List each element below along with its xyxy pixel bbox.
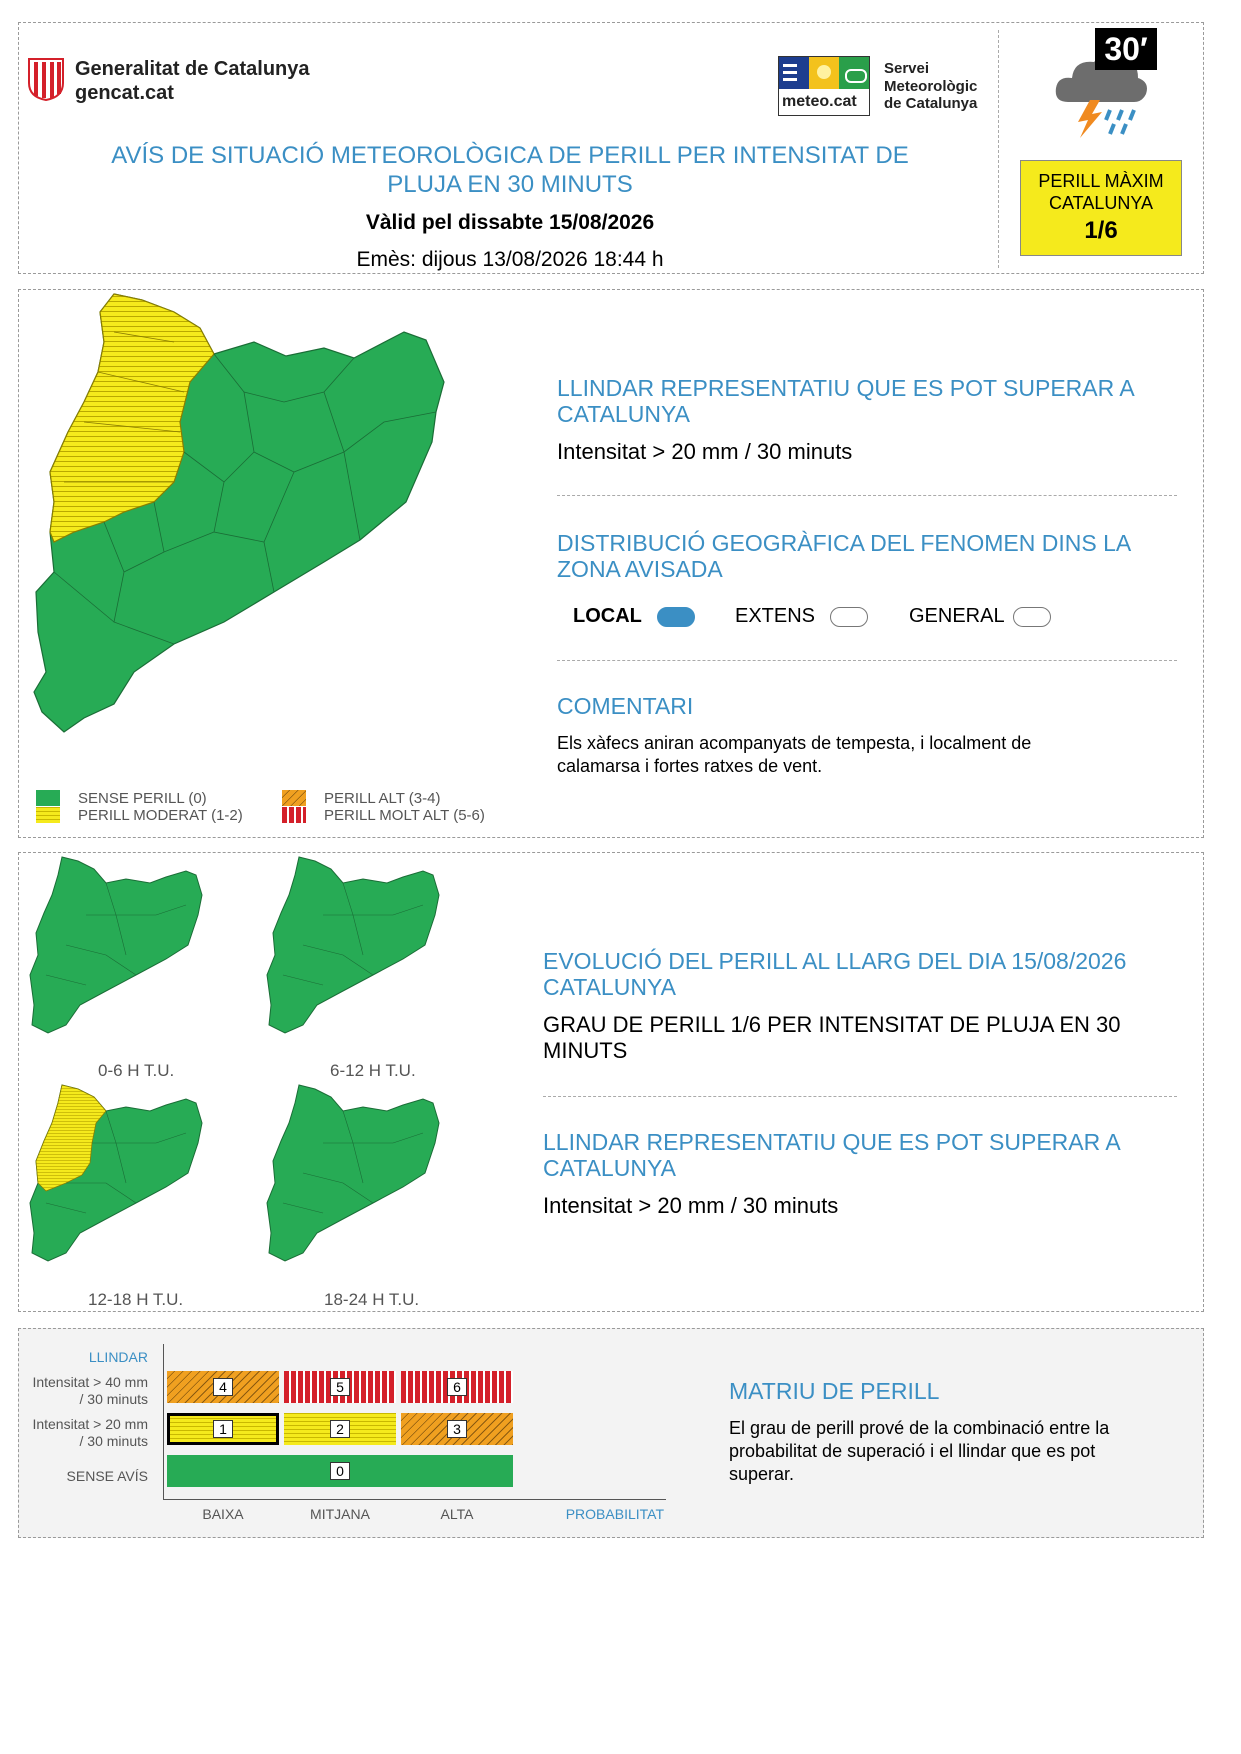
matrix-title: MATRIU DE PERILL — [729, 1378, 940, 1404]
matrix-cell-6 — [401, 1371, 513, 1403]
gencat-site: gencat.cat — [75, 82, 174, 104]
map-label-12-18: 12-18 H T.U. — [88, 1290, 184, 1309]
matrix-axis-threshold: LLINDAR — [88, 1349, 148, 1365]
threshold-value: Intensitat > 20 mm / 30 minuts — [557, 439, 853, 464]
duration-badge: 30′ — [1095, 28, 1157, 70]
map-12-18 — [26, 1083, 226, 1283]
matrix-col-label-medium: MITJANA — [310, 1506, 370, 1522]
map-0-6 — [26, 855, 226, 1055]
legend-label-very-high: PERILL MOLT ALT (5-6) — [324, 807, 485, 824]
matrix-cell-value: 0 — [330, 1462, 350, 1480]
evolution-text: GRAU DE PERILL 1/6 PER INTENSITAT DE PLUJA EN 30 MINUTS — [543, 1012, 1121, 1063]
matrix-cell-0 — [167, 1455, 513, 1487]
max-danger-value: 1/6 — [1084, 217, 1118, 244]
map-label-6-12: 6-12 H T.U. — [330, 1061, 416, 1080]
comment-title: COMENTARI — [557, 693, 694, 719]
matrix-cell-3 — [401, 1413, 513, 1445]
comment-text: Els xàfecs aniran acompanyats de tempesta, i localment de calamarsa i fortes ratxes de vent. — [557, 733, 1032, 776]
evolution-title: EVOLUCIÓ DEL PERILL AL LLARG DEL DIA 15/08/2026 CATALUNYA — [543, 948, 1127, 1000]
distribution-label-local: LOCAL — [573, 605, 642, 627]
matrix-text: El grau de perill prové de la combinació entre la probabilitat de superació i el llindar que es pot superar. — [729, 1418, 1110, 1484]
matrix-cell-2 — [284, 1413, 396, 1445]
gencat-name: Generalitat de Catalunya — [75, 58, 310, 80]
max-danger-label1: PERILL MÀXIM — [1038, 171, 1164, 191]
matrix-cell-5 — [284, 1371, 396, 1403]
distribution-indicator-general — [1013, 607, 1051, 627]
divider — [557, 660, 1177, 661]
map-label-0-6: 0-6 H T.U. — [98, 1061, 175, 1080]
legend-swatch-none — [36, 790, 60, 806]
matrix-cell-value: 6 — [447, 1378, 467, 1396]
divider — [543, 1096, 1177, 1097]
map-18-24 — [263, 1083, 463, 1283]
matrix-axis-probability: PROBABILITAT — [565, 1506, 664, 1522]
max-danger-box — [1020, 160, 1182, 256]
warning-title-line2: PLUJA EN 30 MINUTS — [387, 171, 633, 198]
legend-label-none: SENSE PERILL (0) — [78, 790, 207, 807]
meteocat-name-3: de Catalunya — [884, 95, 978, 112]
gencat-logo-icon — [27, 57, 65, 101]
distribution-option-local — [573, 605, 713, 629]
matrix-y-axis — [163, 1344, 164, 1499]
legend-label-high: PERILL ALT (3-4) — [324, 790, 441, 807]
header-divider — [998, 30, 999, 268]
map-label-18-24: 18-24 H T.U. — [324, 1290, 420, 1309]
distribution-label-extens: EXTENS — [735, 605, 816, 627]
matrix-row-label-40: Intensitat > 40 mm / 30 minuts — [32, 1374, 148, 1407]
legend-swatch-very-high — [282, 807, 306, 823]
threshold-title: LLINDAR REPRESENTATIU QUE ES POT SUPERAR A CATALUNYA — [557, 375, 1134, 427]
meteocat-name-1: Servei — [884, 60, 930, 77]
meteocat-name-2: Meteorològic — [884, 78, 978, 95]
distribution-option-extens — [735, 605, 875, 629]
distribution-option-general — [909, 605, 1069, 629]
matrix-cell-value: 4 — [213, 1378, 233, 1396]
distribution-indicator-extens — [830, 607, 868, 627]
divider — [557, 495, 1177, 496]
valid-date: Vàlid pel dissabte 15/08/2026 — [365, 211, 655, 234]
distribution-label-general: GENERAL — [909, 605, 1005, 627]
matrix-cell-value: 5 — [330, 1378, 350, 1396]
distribution-title: DISTRIBUCIÓ GEOGRÀFICA DEL FENOMEN DINS LA ZONA AVISADA — [557, 530, 1130, 582]
distribution-indicator-local — [657, 607, 695, 627]
matrix-row-label-20: Intensitat > 20 mm / 30 minuts — [32, 1416, 148, 1449]
issued-date: Emès: dijous 13/08/2026 18:44 h — [356, 248, 664, 271]
max-danger-label2: CATALUNYA — [1048, 193, 1154, 213]
matrix-cell-value: 2 — [330, 1420, 350, 1438]
legend-swatch-moderate — [36, 807, 60, 823]
threshold-title-2: LLINDAR REPRESENTATIU QUE ES POT SUPERAR A CATALUNYA — [543, 1129, 1120, 1181]
matrix-cell-value: 1 — [213, 1420, 233, 1438]
matrix-cell-1-current — [167, 1413, 279, 1445]
matrix-cell-value: 3 — [447, 1420, 467, 1438]
matrix-col-label-high: ALTA — [440, 1506, 474, 1522]
matrix-cell-4 — [167, 1371, 279, 1403]
meteocat-logo-text: meteo.cat — [782, 93, 857, 110]
legend-label-moderate: PERILL MODERAT (1-2) — [78, 807, 243, 824]
map-6-12 — [263, 855, 463, 1055]
catalonia-danger-map — [24, 292, 504, 772]
matrix-x-axis — [163, 1499, 666, 1500]
warning-title-line1: AVÍS DE SITUACIÓ METEOROLÒGICA DE PERILL PER INTENSITAT DE — [111, 142, 909, 169]
threshold-value-2: Intensitat > 20 mm / 30 minuts — [543, 1193, 839, 1218]
matrix-row-label-none: SENSE AVÍS — [66, 1468, 148, 1484]
legend-swatch-high — [282, 790, 306, 806]
matrix-col-label-low: BAIXA — [202, 1506, 244, 1522]
